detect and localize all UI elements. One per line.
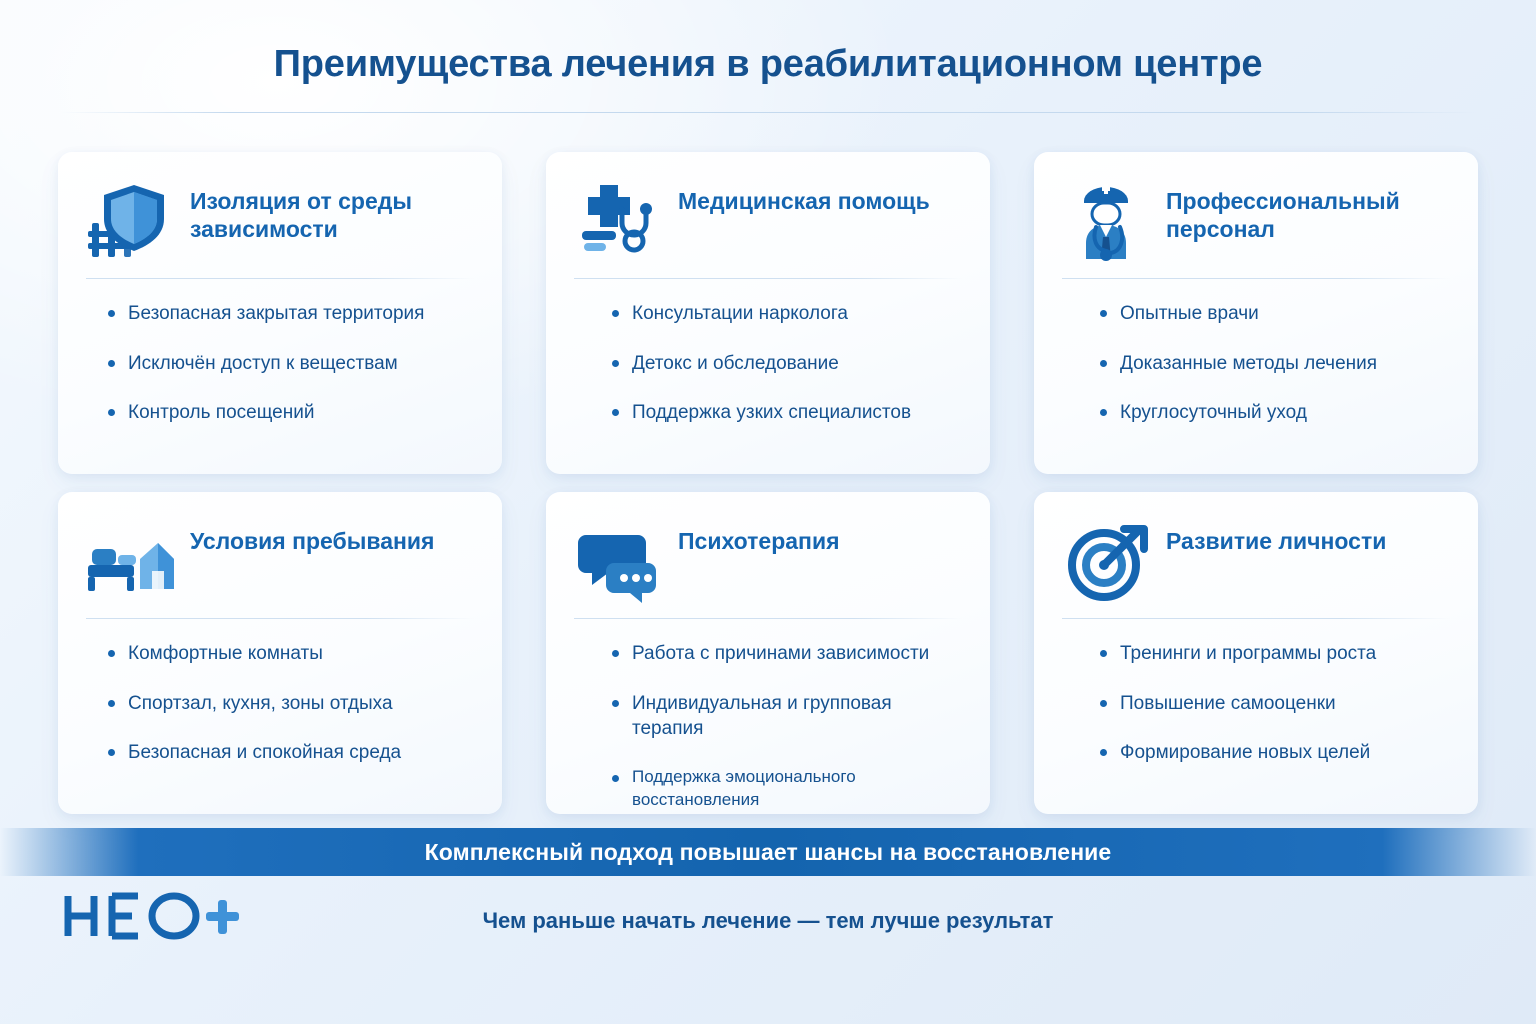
list-item: Доказанные методы лечения bbox=[1100, 351, 1450, 377]
list-item: Поддержка эмоционального восстановления bbox=[612, 766, 962, 812]
list-item: Исключён доступ к веществам bbox=[108, 351, 474, 377]
card-header bbox=[86, 178, 474, 264]
card-header bbox=[574, 518, 962, 604]
card-divider bbox=[1062, 278, 1450, 279]
card-bullet-list bbox=[86, 301, 474, 426]
card-header bbox=[1062, 518, 1450, 604]
list-item: Формирование новых целей bbox=[1100, 740, 1450, 766]
list-item: Комфортные комнаты bbox=[108, 641, 474, 667]
card-bullet-list bbox=[574, 641, 962, 812]
list-item: Работа с причинами зависимости bbox=[612, 641, 962, 667]
page-header bbox=[0, 0, 1536, 113]
card-bullet-list bbox=[1062, 641, 1450, 766]
card-divider bbox=[86, 618, 474, 619]
list-item: Безопасная закрытая территория bbox=[108, 301, 474, 327]
footer-banner bbox=[0, 828, 1536, 876]
header-divider bbox=[60, 112, 1476, 113]
list-item: Круглосуточный уход bbox=[1100, 400, 1450, 426]
list-item: Безопасная и спокойная среда bbox=[108, 740, 474, 766]
page-title: Преимущества лечения в реабилитационном центре bbox=[273, 43, 1263, 85]
card-title: Развитие личности bbox=[1166, 528, 1387, 554]
doctor-icon bbox=[1062, 178, 1150, 264]
card-title: Медицинская помощь bbox=[678, 188, 930, 214]
benefit-card-personal-growth bbox=[1034, 492, 1478, 814]
list-item: Опытные врачи bbox=[1100, 301, 1450, 327]
list-item: Консультации нарколога bbox=[612, 301, 962, 327]
card-header bbox=[1062, 178, 1450, 264]
card-header bbox=[574, 178, 962, 264]
card-bullet-list bbox=[574, 301, 962, 426]
list-item: Спортзал, кухня, зоны отдыха bbox=[108, 691, 474, 717]
card-title: Профессиональный персонал bbox=[1166, 188, 1400, 242]
benefit-card-professional-staff bbox=[1034, 152, 1478, 474]
card-title: Психотерапия bbox=[678, 528, 840, 554]
bed-house-icon bbox=[86, 518, 174, 604]
card-title: Изоляция от среды зависимости bbox=[190, 188, 412, 242]
card-divider bbox=[574, 278, 962, 279]
card-bullet-list bbox=[1062, 301, 1450, 426]
card-header bbox=[86, 518, 474, 604]
brand-logo bbox=[58, 886, 258, 946]
list-item: Контроль посещений bbox=[108, 400, 474, 426]
speech-bubbles-icon bbox=[574, 518, 662, 604]
footer-note-text: Чем раньше начать лечение — тем лучше результат bbox=[482, 908, 1054, 933]
card-divider bbox=[86, 278, 474, 279]
footer-banner-text: Комплексный подход повышает шансы на восстановление bbox=[424, 838, 1112, 865]
list-item: Индивидуальная и групповая терапия bbox=[612, 691, 962, 742]
card-divider bbox=[574, 618, 962, 619]
list-item: Поддержка узких специалистов bbox=[612, 400, 962, 426]
benefit-card-medical-help bbox=[546, 152, 990, 474]
benefit-card-psychotherapy bbox=[546, 492, 990, 814]
medical-cross-stethoscope-icon bbox=[574, 178, 662, 264]
list-item: Детокс и обследование bbox=[612, 351, 962, 377]
card-divider bbox=[1062, 618, 1450, 619]
card-title: Условия пребывания bbox=[190, 528, 435, 554]
list-item: Повышение самооценки bbox=[1100, 691, 1450, 717]
benefit-card-isolation bbox=[58, 152, 502, 474]
shield-fence-icon bbox=[86, 178, 174, 264]
benefit-card-accommodation bbox=[58, 492, 502, 814]
benefits-grid bbox=[58, 152, 1478, 814]
target-arrow-icon bbox=[1062, 518, 1150, 604]
card-bullet-list bbox=[86, 641, 474, 766]
list-item: Тренинги и программы роста bbox=[1100, 641, 1450, 667]
